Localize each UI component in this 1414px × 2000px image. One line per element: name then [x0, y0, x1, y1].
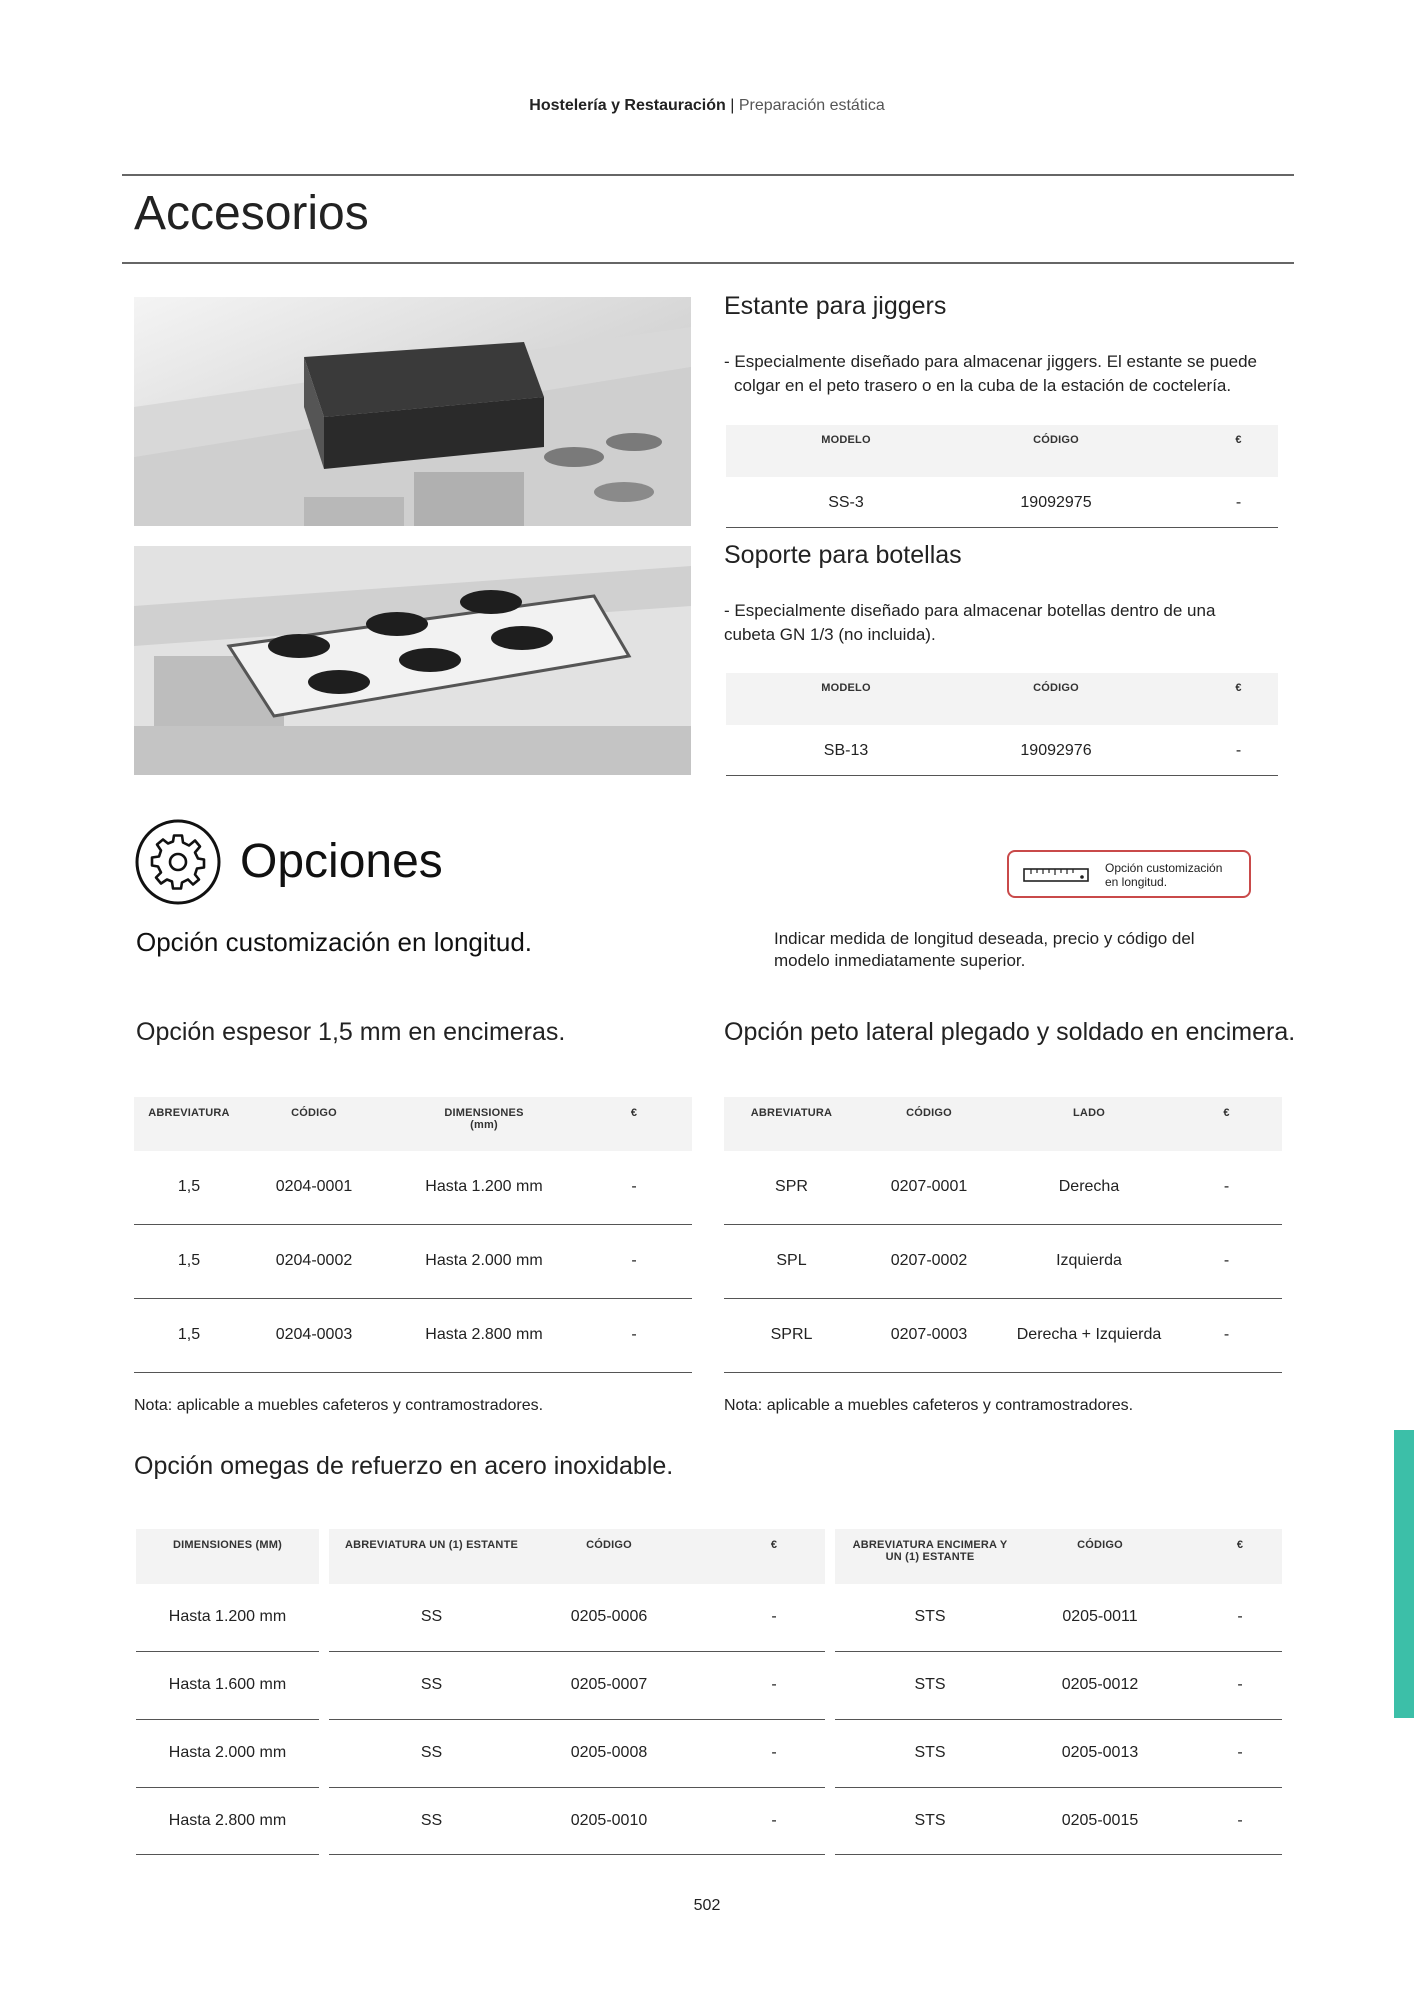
bottle-holder-image: [134, 546, 691, 775]
divider: [122, 262, 1294, 264]
table-row: [835, 1788, 1282, 1855]
table-note: Nota: aplicable a muebles cafeteros y contramostradores.: [724, 1397, 1134, 1414]
price-cell: -: [1223, 1252, 1230, 1269]
option-title: Opción customización en longitud.: [136, 927, 533, 957]
model-cell: SB-13: [823, 742, 869, 759]
code-cell: 0205-0011: [1062, 1608, 1138, 1625]
table-header: [136, 1529, 319, 1584]
column-header: MODELO: [821, 682, 871, 694]
table-row: [835, 1720, 1282, 1788]
abbr-cell: SS: [420, 1676, 443, 1693]
abbr-cell: 1,5: [177, 1178, 201, 1195]
dimension-cell: Hasta 2.800 mm: [168, 1812, 287, 1829]
column-header-line: ABREVIATURA ENCIMERA Y: [852, 1539, 1008, 1551]
option-title: Opción peto lateral plegado y soldado en encimera.: [724, 1018, 1296, 1046]
table-row: [835, 1652, 1282, 1720]
section-tab: [1394, 1430, 1414, 1718]
running-header: [0, 97, 1414, 115]
abbr-cell: SS: [420, 1812, 443, 1829]
abbr-cell: SS: [420, 1608, 443, 1625]
badge-line: en longitud.: [1105, 875, 1168, 889]
column-header: [404, 1107, 564, 1131]
column-header: LADO: [1073, 1107, 1105, 1119]
price-cell: -: [1223, 1178, 1230, 1195]
table-row: [134, 1225, 692, 1299]
column-header: ABREVIATURA: [750, 1107, 833, 1119]
model-cell: SS-3: [828, 494, 864, 511]
dimension-cell: Hasta 2.000 mm: [168, 1744, 287, 1761]
column-header-line: DIMENSIONES: [444, 1107, 524, 1119]
column-header: €: [1235, 682, 1242, 694]
price-cell: -: [771, 1812, 777, 1829]
price-cell: -: [631, 1252, 637, 1269]
column-header: CÓDIGO: [906, 1107, 952, 1119]
badge-label: [1105, 861, 1222, 889]
abbr-cell: SPR: [775, 1178, 808, 1195]
customization-badge: [1007, 850, 1251, 898]
column-header: MODELO: [821, 434, 871, 446]
column-header: CÓDIGO: [291, 1107, 337, 1119]
price-cell: -: [1237, 1676, 1243, 1693]
column-header: €: [770, 1539, 778, 1551]
option-title: Opción omegas de refuerzo en acero inoxidable.: [134, 1452, 674, 1480]
column-header: CÓDIGO: [1077, 1539, 1123, 1551]
code-cell: 0205-0008: [570, 1744, 648, 1761]
table-row: [136, 1584, 319, 1652]
price-cell: -: [1235, 742, 1242, 759]
table-row: [136, 1652, 319, 1720]
abbr-cell: SPL: [776, 1252, 807, 1269]
header-separator: |: [730, 97, 735, 114]
description-line: Indicar medida de longitud deseada, precio y código del: [774, 929, 1195, 948]
abbr-cell: STS: [914, 1812, 946, 1829]
column-header: CÓDIGO: [1033, 434, 1079, 446]
column-header: ABREVIATURA: [148, 1107, 230, 1119]
product-name: Estante para jiggers: [724, 292, 947, 320]
description-line: - Especialmente diseñado para almacenar botellas dentro de una: [724, 601, 1216, 620]
abbr-cell: SPRL: [770, 1326, 813, 1343]
abbr-cell: SS: [420, 1744, 443, 1761]
description-line: modelo inmediatamente superior.: [774, 951, 1026, 970]
table-row: [329, 1788, 825, 1855]
table-row: [329, 1584, 825, 1652]
product-name: Soporte para botellas: [724, 541, 962, 569]
gear-icon: [134, 818, 222, 906]
column-header: €: [1235, 434, 1242, 446]
side-cell: Izquierda: [1056, 1252, 1122, 1269]
dimension-cell: Hasta 2.000 mm: [425, 1252, 543, 1269]
page-number: 502: [693, 1897, 721, 1914]
code-cell: 0205-0012: [1061, 1676, 1139, 1693]
table-row: [724, 1299, 1282, 1373]
price-cell: -: [771, 1676, 777, 1693]
table-header: [726, 425, 1278, 477]
option-description: [774, 928, 1274, 972]
table-row: [136, 1720, 319, 1788]
code-cell: 19092976: [1020, 742, 1092, 759]
column-header-line: UN (1) ESTANTE: [885, 1551, 975, 1563]
table-header: [134, 1097, 692, 1151]
price-cell: -: [1237, 1608, 1243, 1625]
column-header: [845, 1539, 1015, 1563]
badge-line: Opción customización: [1105, 861, 1223, 875]
code-cell: 0205-0007: [570, 1676, 648, 1693]
abbr-cell: 1,5: [177, 1252, 201, 1269]
table-row: [724, 1151, 1282, 1225]
product-description: [724, 599, 1304, 647]
abbr-cell: STS: [914, 1676, 946, 1693]
price-cell: -: [1237, 1812, 1243, 1829]
abbr-cell: 1,5: [177, 1326, 201, 1343]
dimension-cell: Hasta 1.600 mm: [168, 1676, 287, 1693]
price-cell: -: [631, 1326, 637, 1343]
price-cell: -: [771, 1608, 777, 1625]
dimension-cell: Hasta 1.200 mm: [168, 1608, 287, 1625]
code-cell: 0205-0013: [1061, 1744, 1139, 1761]
column-header: CÓDIGO: [1033, 682, 1079, 694]
abbr-cell: STS: [914, 1744, 946, 1761]
table-row: [329, 1652, 825, 1720]
dimension-cell: Hasta 1.200 mm: [425, 1178, 543, 1195]
ruler-icon: [1023, 866, 1089, 884]
price-cell: -: [631, 1178, 637, 1195]
code-cell: 0204-0002: [275, 1252, 353, 1269]
price-cell: -: [1237, 1744, 1243, 1761]
table-header: [724, 1097, 1282, 1151]
product-description: [724, 350, 1304, 398]
price-cell: -: [1223, 1326, 1230, 1343]
price-cell: -: [771, 1744, 777, 1761]
divider: [122, 174, 1294, 176]
column-header: ABREVIATURA UN (1) ESTANTE: [344, 1539, 519, 1551]
page-title: Accesorios: [134, 187, 369, 240]
dimension-cell: Hasta 2.800 mm: [425, 1326, 543, 1343]
side-cell: Derecha + Izquierda: [1016, 1326, 1162, 1343]
header-section: Hostelería y Restauración: [529, 97, 726, 114]
code-cell: 0207-0001: [890, 1178, 968, 1195]
code-cell: 0204-0001: [275, 1178, 353, 1195]
description-line: cubeta GN 1/3 (no incluida).: [724, 625, 936, 644]
section-title: Opciones: [240, 835, 443, 888]
code-cell: 0205-0006: [570, 1608, 648, 1625]
table-row: [726, 477, 1278, 528]
column-header-line: (mm): [470, 1119, 498, 1131]
column-header: CÓDIGO: [586, 1539, 632, 1551]
price-cell: -: [1235, 494, 1242, 511]
table-row: [136, 1788, 319, 1855]
column-header: €: [1236, 1539, 1244, 1551]
column-header: €: [1223, 1107, 1230, 1119]
code-cell: 0204-0003: [275, 1326, 353, 1343]
abbr-cell: STS: [914, 1608, 946, 1625]
table-note: Nota: aplicable a muebles cafeteros y contramostradores.: [134, 1397, 544, 1414]
table-header: [726, 673, 1278, 725]
description-line: colgar en el peto trasero o en la cuba de la estación de coctelería.: [734, 376, 1232, 395]
side-cell: Derecha: [1058, 1178, 1120, 1195]
code-cell: 0207-0002: [890, 1252, 968, 1269]
code-cell: 19092975: [1020, 494, 1092, 511]
table-row: [134, 1151, 692, 1225]
code-cell: 0207-0003: [890, 1326, 968, 1343]
code-cell: 0205-0010: [570, 1812, 648, 1829]
option-title: Opción espesor 1,5 mm en encimeras.: [136, 1018, 566, 1046]
table-row: [724, 1225, 1282, 1299]
header-subsection: Preparación estática: [738, 97, 885, 114]
description-line: - Especialmente diseñado para almacenar jiggers. El estante se puede: [724, 352, 1257, 371]
table-row: [726, 725, 1278, 776]
table-header: [835, 1529, 1282, 1584]
table-row: [835, 1584, 1282, 1652]
column-header: €: [630, 1107, 638, 1119]
table-row: [329, 1720, 825, 1788]
table-header: [329, 1529, 825, 1584]
code-cell: 0205-0015: [1061, 1812, 1139, 1829]
table-row: [134, 1299, 692, 1373]
column-header: DIMENSIONES (MM): [173, 1539, 282, 1551]
jigger-shelf-image: [134, 297, 691, 526]
